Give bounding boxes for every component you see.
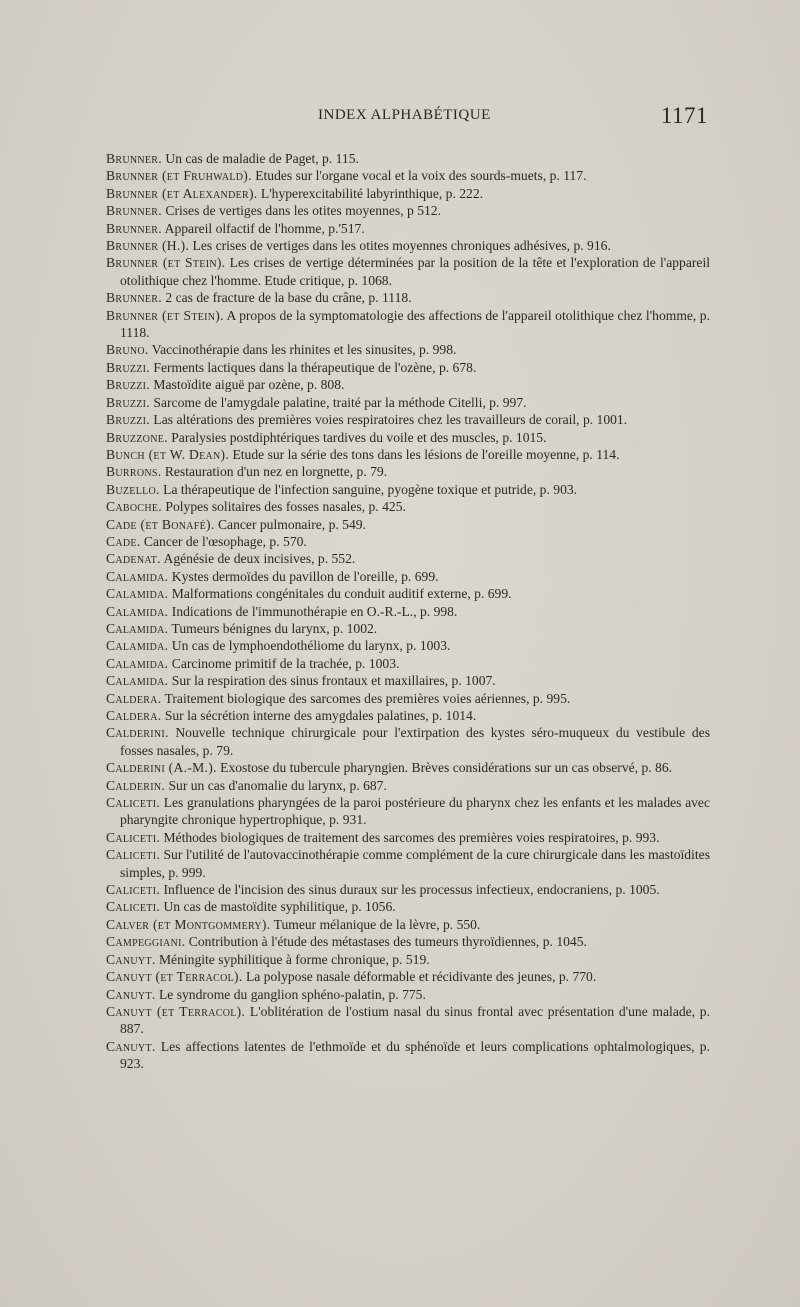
index-entry	[106, 341, 710, 358]
entry-author: Calderini (A.-M.).	[106, 760, 217, 776]
entry-text: Contribution à l'étude des métastases des tumeurs thyroïdiennes, p. 1045.	[185, 934, 587, 950]
entry-author: Brunner (et Stein).	[106, 255, 226, 271]
entry-author: Cade (et Bonafé).	[106, 516, 215, 532]
entry-author: Buzello.	[106, 481, 160, 497]
entry-text: La thérapeutique de l'infection sanguine, pyogène toxique et putride, p. 903.	[159, 481, 578, 497]
index-entry	[106, 777, 710, 794]
index-entry	[106, 1038, 710, 1073]
entry-author: Campeggiani.	[106, 934, 186, 950]
entry-text: Sur un cas d'anomalie du larynx, p. 687.	[165, 777, 387, 793]
index-entry	[106, 916, 710, 933]
index-entry	[106, 411, 710, 428]
entry-text: Le syndrome du ganglion sphéno-palatin, p. 775.	[155, 986, 426, 1002]
entry-text: Etude sur la série des tons dans les lésions de l'oreille moyenne, p. 114.	[229, 446, 620, 462]
entry-text: Les affections latentes de l'ethmoïde et du sphénoïde et leurs complications ophtalmologiques, p. 923.	[120, 1038, 710, 1072]
entry-text: Un cas de maladie de Paget, p. 115.	[161, 151, 359, 166]
index-entry	[106, 829, 710, 846]
entry-author: Canuyt (et Terracol).	[106, 1003, 246, 1019]
entry-text: Sur la respiration des sinus frontaux et maxillaires, p. 1007.	[168, 673, 496, 689]
entry-text: Indications de l'immunothérapie en O.-R.-L., p. 998.	[168, 603, 458, 619]
entry-text: Tumeur mélanique de la lèvre, p. 550.	[270, 916, 481, 932]
entry-author: Caliceti.	[106, 795, 161, 811]
entry-author: Calamida.	[106, 620, 169, 636]
entry-text: Un cas de lymphoendothéliome du larynx, p. 1003.	[168, 638, 451, 654]
entry-author: Canuyt.	[106, 986, 156, 1002]
entry-author: Brunner (et Stein).	[106, 307, 224, 323]
index-entry	[106, 307, 710, 342]
index-entry	[106, 951, 710, 968]
entry-text: Kystes dermoïdes du pavillon de l'oreille, p. 699.	[168, 568, 439, 584]
entry-author: Brunner (et Fruhwald).	[106, 168, 252, 184]
index-entry	[106, 690, 710, 707]
index-entry	[106, 968, 710, 985]
entry-text: Influence de l'incision des sinus duraux sur les processus infectieux, endocraniens, p. 1005.	[160, 882, 660, 898]
entry-author: Caliceti.	[106, 882, 161, 898]
entry-text: Sur l'utilité de l'autovaccinothérapie comme complément de la cure chirurgicale dans les mastoïdites simples, p. 999.	[120, 847, 710, 880]
entry-author: Brunner (et Alexander).	[106, 185, 258, 201]
entry-author: Calamida.	[106, 655, 169, 671]
entry-text: Méthodes biologiques de traitement des sarcomes des premières voies respiratoires, p. 993.	[160, 829, 660, 845]
entry-author: Calamida.	[106, 673, 169, 689]
entry-text: A propos de la symptomatologie des affections de l'appareil otolithique chez l'homme, p. 1118.	[120, 307, 710, 341]
index-entry	[106, 707, 710, 724]
entry-author: Caliceti.	[106, 899, 161, 915]
entry-author: Brunner.	[106, 203, 162, 219]
index-entry	[106, 237, 710, 254]
entry-author: Calver (et Montgommery).	[106, 916, 271, 932]
entry-text: Ferments lactiques dans la thérapeutique de l'ozène, p. 678.	[150, 359, 477, 375]
entry-author: Brunner (H.).	[106, 238, 190, 254]
entry-author: Calderini.	[106, 725, 169, 741]
index-entry	[106, 637, 710, 654]
index-entry	[106, 881, 710, 898]
index-entry	[106, 568, 710, 585]
entry-author: Bruzzi.	[106, 394, 151, 410]
entry-text: Malformations congénitales du conduit auditif externe, p. 699.	[168, 586, 512, 602]
entry-author: Caldera.	[106, 690, 162, 706]
entry-text: Etudes sur l'organe vocal et la voix des sourds-muets, p. 117.	[251, 168, 587, 184]
entry-text: L'hyperexcitabilité labyrinthique, p. 222.	[257, 185, 484, 201]
index-entry	[106, 585, 710, 602]
index-entry	[106, 986, 710, 1003]
entry-text: Les granulations pharyngées de la paroi postérieure du pharynx chez les enfants et les malades avec pharyngite chronique hypertrophique, p. 931.	[120, 795, 710, 828]
entry-text: Las altérations des premières voies respiratoires chez les travailleurs de corail, p. 1001.	[150, 412, 628, 428]
index-entry	[106, 603, 710, 620]
entry-text: La polypose nasale déformable et récidivante des jeunes, p. 770.	[242, 969, 597, 985]
entry-author: Canuyt (et Terracol).	[106, 969, 243, 985]
entry-author: Calamida.	[106, 603, 169, 619]
entry-text: Cancer de l'œsophage, p. 570.	[140, 533, 307, 549]
entry-text: L'oblitération de l'ostium nasal du sinus frontal avec présentation d'une malade, p. 887.	[120, 1003, 710, 1037]
index-entry	[106, 550, 710, 567]
index-entry	[106, 220, 710, 237]
entry-author: Bruzzi.	[106, 377, 151, 393]
entry-author: Bunch (et W. Dean).	[106, 446, 230, 462]
entry-author: Caliceti.	[106, 829, 161, 845]
index-entry	[106, 846, 710, 881]
entry-text: Un cas de mastoïdite syphilitique, p. 1056.	[160, 899, 396, 915]
entry-author: Calamida.	[106, 638, 169, 654]
index-entry	[106, 794, 710, 829]
entry-author: Bruno.	[106, 342, 149, 358]
index-entry	[106, 620, 710, 637]
index-entry	[106, 672, 710, 689]
index-entry	[106, 655, 710, 672]
entry-text: Traitement biologique des sarcomes des premières voies aériennes, p. 995.	[161, 690, 571, 706]
entry-text: Cancer pulmonaire, p. 549.	[214, 516, 366, 532]
entry-author: Bruzzone.	[106, 429, 168, 445]
index-entry	[106, 481, 710, 498]
entry-author: Brunner.	[106, 151, 162, 166]
index-entry	[106, 759, 710, 776]
index-entry	[106, 498, 710, 515]
index-entry	[106, 254, 710, 289]
entry-text: Tumeurs bénignes du larynx, p. 1002.	[168, 620, 378, 636]
entry-author: Bruzzi.	[106, 412, 151, 428]
entry-text: Polypes solitaires des fosses nasales, p. 425.	[161, 499, 406, 515]
entry-author: Calamida.	[106, 586, 169, 602]
entry-author: Cadenat.	[106, 551, 161, 567]
index-entry	[106, 446, 710, 463]
entry-author: Bruzzi.	[106, 359, 151, 375]
running-head: INDEX ALPHABÉTIQUE	[318, 107, 491, 123]
entry-author: Caldera.	[106, 708, 162, 723]
entry-text: Agénésie de deux incisives, p. 552.	[160, 551, 356, 567]
index-entry	[106, 359, 710, 376]
index-entry	[106, 394, 710, 411]
entry-author: Cade.	[106, 533, 141, 549]
entry-text: Appareil olfactif de l'homme, p.'517.	[161, 220, 365, 236]
entry-text: Méningite syphilitique à forme chronique, p. 519.	[155, 951, 430, 967]
index-entry	[106, 933, 710, 950]
entry-author: Burrons.	[106, 464, 162, 480]
entry-text: Nouvelle technique chirurgicale pour l'extirpation des kystes séro-muqueux du vestibule des fosses nasales, p. 79.	[120, 725, 710, 758]
index-entry	[106, 533, 710, 550]
index-entry	[106, 376, 710, 393]
entry-author: Canuyt.	[106, 1038, 156, 1054]
entry-text: Restauration d'un nez en lorgnette, p. 79.	[161, 464, 388, 480]
entry-text: Crises de vertiges dans les otites moyennes, p 512.	[161, 203, 441, 219]
entry-text: Les crises de vertiges dans les otites moyennes chroniques adhésives, p. 916.	[189, 238, 611, 254]
entry-author: Calamida.	[106, 568, 169, 584]
entry-text: Sur la sécrétion interne des amygdales palatines, p. 1014.	[161, 708, 477, 723]
entry-author: Brunner.	[106, 220, 162, 236]
entry-author: Brunner.	[106, 290, 162, 306]
index-entry-list	[106, 150, 710, 1073]
entry-author: Caliceti.	[106, 847, 161, 863]
index-entry	[106, 724, 710, 759]
index-entry	[106, 898, 710, 915]
page-header	[108, 103, 716, 143]
index-entry	[106, 167, 710, 184]
entry-text: Carcinome primitif de la trachée, p. 1003.	[168, 655, 400, 671]
entry-text: Exostose du tubercule pharyngien. Brèves considérations sur un cas observé, p. 86.	[216, 760, 673, 776]
entry-text: Vaccinothérapie dans les rhinites et les sinusites, p. 998.	[148, 342, 457, 358]
index-entry	[106, 463, 710, 480]
entry-text: Mastoïdite aiguë par ozène, p. 808.	[150, 377, 345, 393]
entry-author: Calderin.	[106, 777, 166, 793]
index-entry	[106, 289, 710, 306]
index-entry	[106, 202, 710, 219]
page-number: 1171	[660, 103, 708, 128]
entry-text: Les crises de vertige déterminées par la position de la tête et l'exploration de l'appareil otolithique chez l'homme. Etude critique, p. 1068.	[120, 255, 710, 288]
index-entry	[106, 185, 710, 202]
index-entry	[106, 429, 710, 446]
index-entry	[106, 150, 710, 167]
entry-author: Canuyt.	[106, 951, 156, 967]
entry-text: 2 cas de fracture de la base du crâne, p. 1118.	[161, 290, 412, 306]
entry-text: Sarcome de l'amygdale palatine, traité par la méthode Citelli, p. 997.	[150, 394, 527, 410]
entry-text: Paralysies postdiphtériques tardives du voile et des muscles, p. 1015.	[167, 429, 547, 445]
index-entry	[106, 516, 710, 533]
index-entry	[106, 1003, 710, 1038]
entry-author: Caboche.	[106, 499, 162, 515]
